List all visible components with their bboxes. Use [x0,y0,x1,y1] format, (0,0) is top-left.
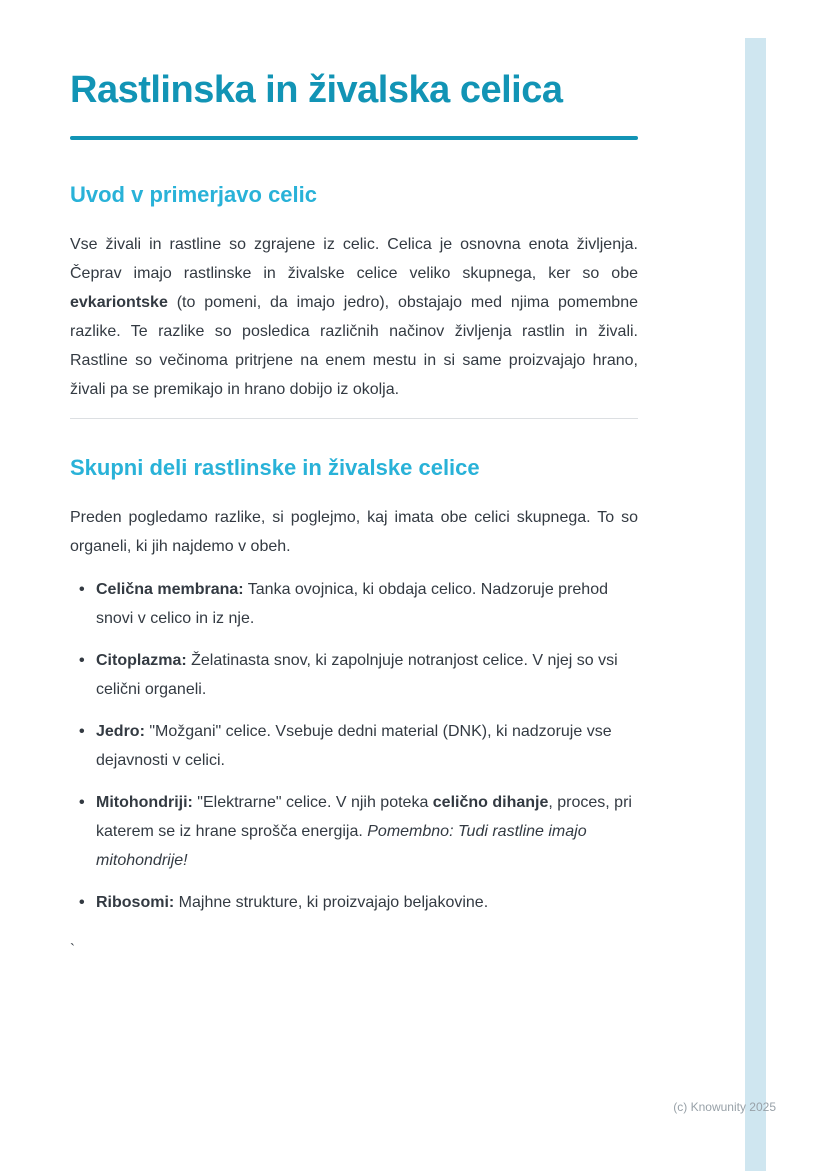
footer-copyright: (c) Knowunity 2025 [673,1100,776,1114]
page-title: Rastlinska in živalska celica [70,69,563,111]
list-item-text: "Elektrarne" celice. V njih poteka [192,794,433,811]
list-item-cytoplasm [96,646,638,704]
list-item-label: Citoplazma: [96,652,187,669]
intro-paragraph [70,230,638,404]
document-content [70,0,638,958]
list-item-text: , proces, pri katerem se iz hrane sprošča energija. [96,794,632,840]
common-parts-intro-paragraph: Preden pogledamo razlike, si poglejmo, kaj imata obe celici skupnega. To so organeli, ki jih najdemo v obeh. [70,509,638,555]
list-item-ribosomes [96,888,638,917]
section-heading-common-parts: Skupni deli rastlinske in živalske celice [70,455,480,480]
paragraph-text-part2: (to pomeni, da imajo jedro), obstajajo med njima pomembne razlike. Te razlike so posledica različnih načinov življenja rastlin in živali. Rastline so večinoma pritrjene na enem mestu in si same proizvajajo hrano, živali pa se premikajo in hrano dobijo iz okolja. [70,294,638,398]
list-item-label: Mitohondriji: [96,794,193,811]
list-item-italic-note: Pomembno: Tudi rastline imajo mitohondrije! [96,823,587,869]
list-item-label: Jedro: [96,723,145,740]
right-accent-strip [745,38,766,1171]
organelle-list [70,575,638,917]
paragraph-text-part1: Vse živali in rastline so zgrajene iz celic. Celica je osnovna enota življenja. Čeprav imajo rastlinske in živalske celice veliko skupnega, ker so obe [70,236,638,282]
section-heading-intro: Uvod v primerjavo celic [70,182,317,207]
bold-term-cellular-respiration: celično dihanje [432,794,549,811]
title-underline-rule [70,136,638,140]
list-item-label: Celična membrana: [96,581,244,598]
list-item-label: Ribosomi: [96,894,175,911]
list-item-text: "Možgani" celice. Vsebuje dedni material (DNK), ki nadzoruje vse dejavnosti v celici. [96,723,612,769]
list-item-text: Tanka ovojnica, ki obdaja celico. Nadzoruje prehod snovi v celico in iz nje. [96,581,608,627]
section-divider [70,418,638,419]
list-item-text: Želatinasta snov, ki zapolnjuje notranjost celice. V njej so vsi celični organeli. [96,652,618,698]
stray-backtick: ` [70,941,75,958]
list-item-cell-membrane [96,575,638,633]
bold-term-evkariontske: evkariontske [70,294,168,311]
list-item-mitochondria [96,788,638,875]
list-item-text: Majhne strukture, ki proizvajajo beljakovine. [174,894,489,911]
list-item-nucleus [96,717,638,775]
